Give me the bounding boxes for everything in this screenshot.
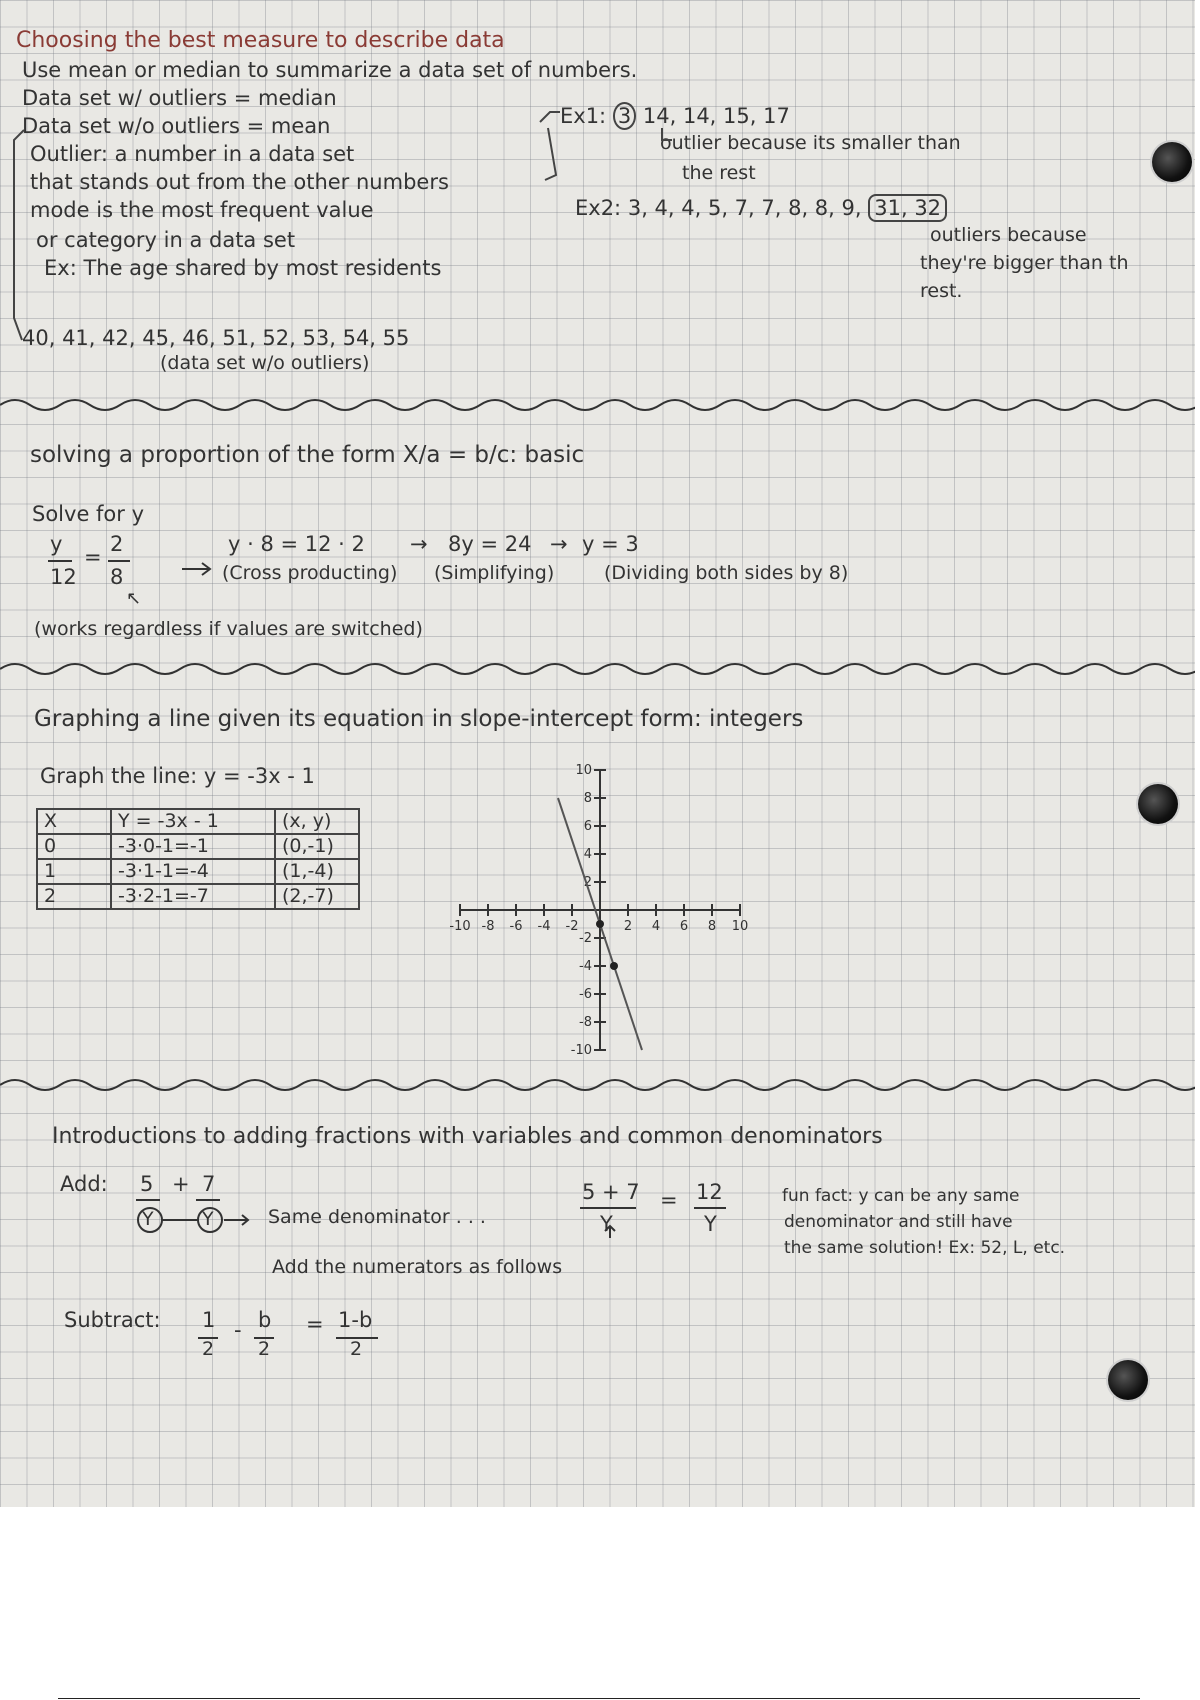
sub-denominator: 2 [258,1338,271,1360]
table-row [37,884,359,909]
y-tick-label: -2 [579,931,592,946]
step-1: y · 8 = 12 · 2 [228,532,365,556]
circled-outlier: 3 [613,102,636,130]
graph-prompt: Graph the line: y = -3x - 1 [40,764,315,788]
table-header: X [37,809,111,834]
table-header: Y = -3x - 1 [111,809,275,834]
step-2-note: (Simplifying) [434,562,555,584]
page-bottom-rule [58,1698,1140,1699]
fraction-bars [196,1334,396,1344]
same-denominator-note: Same denominator . . . [268,1206,486,1228]
equals-sign: = [306,1312,324,1336]
table-row [37,859,359,884]
example-2-note: they're bigger than th [920,252,1129,274]
boxed-outliers: 31, 32 [868,194,947,222]
y-tick-label: -10 [570,1043,592,1058]
minus-sign: - [234,1318,242,1342]
add-denominator: Y [142,1208,154,1230]
table-cell: (1,-4) [275,859,359,884]
note-line: Outlier: a number in a data set [30,142,355,166]
note-line: or category in a data set [36,228,296,252]
bracket-arrow [14,130,24,340]
table-cell: -3·0-1=-1 [111,834,275,859]
step-3: y = 3 [582,532,639,556]
table-cell: 0 [37,834,111,859]
x-tick-label: -2 [565,919,579,934]
y-tick-label: 10 [575,763,592,778]
fraction-bars [576,1204,736,1244]
coordinate-graph [420,740,780,1060]
table-cell: (0,-1) [275,834,359,859]
add-numerator: 7 [202,1172,216,1196]
note-line: Data set w/ outliers = median [22,86,337,110]
result-numerator: 12 [696,1180,723,1204]
arrow-icon [224,1215,248,1225]
step-1-note: (Cross producting) [222,562,398,584]
add-numerator: 5 [140,1172,154,1196]
example-list: 40, 41, 42, 45, 46, 51, 52, 53, 54, 55 [22,326,410,350]
binder-hole [1138,784,1178,824]
y-tick-label: 6 [583,819,592,834]
table-header-row [37,809,359,834]
binder-hole [1152,142,1192,182]
step-3-note: (Dividing both sides by 8) [604,562,849,584]
section1-arrows [0,0,1195,420]
section-title-graphing: Graphing a line given its equation in slope-intercept form: integers [34,706,804,732]
table-cell: 2 [37,884,111,909]
fraction-bars [130,1196,270,1246]
section-title-measures: Choosing the best measure to describe data [16,28,505,53]
sub-result-numerator: 1-b [338,1308,373,1332]
section-title-fractions: Introductions to adding fractions with variables and common denominators [52,1124,883,1149]
x-tick-label: -8 [481,919,495,934]
example-list-note: (data set w/o outliers) [160,352,370,374]
note-line: that stands out from the other numbers [30,170,449,194]
example-1-label: Ex1: [560,104,607,128]
table-cell: -3·2-1=-7 [111,884,275,909]
x-tick-label: -4 [537,919,551,934]
x-tick-label: 4 [651,919,661,934]
y-tick-label: -6 [579,987,592,1002]
sub-result-denominator: 2 [350,1338,363,1360]
brace [545,128,556,180]
y-tick-label: 2 [583,875,592,890]
data-point [610,962,618,970]
arrow-note [662,128,672,140]
subtract-label: Subtract: [64,1308,161,1332]
x-tick-label: -10 [449,919,471,934]
arrow-icon: → [550,532,568,556]
fun-fact-line: fun fact: y can be any same [782,1186,1020,1206]
fraction-right-num: 2 [110,532,124,556]
fraction-left-num: y [50,532,63,556]
fun-fact-line: the same solution! Ex: 52, L, etc. [784,1238,1066,1258]
note-line: Ex: The age shared by most residents [44,256,442,280]
y-tick-label: -4 [579,959,592,974]
note-line: mode is the most frequent value [30,198,374,222]
x-tick-label: 10 [731,919,749,934]
up-arrow-icon: ↖ [126,588,142,609]
fun-fact-line: denominator and still have [784,1212,1013,1232]
note-line: Use mean or median to summarize a data set of numbers. [22,58,638,82]
squiggle-separator [0,390,1195,420]
example-1-note: the rest [682,162,756,184]
sum-denominator: Y [600,1212,613,1236]
example-1-values: 14, 14, 15, 17 [642,104,790,128]
sub-numerator: 1 [202,1308,216,1332]
up-arrow-icon [605,1226,615,1238]
data-point [596,920,604,928]
solve-prompt: Solve for y [32,502,145,526]
x-tick-label: 2 [623,919,633,934]
proportion-footnote: (works regardless if values are switched) [34,618,423,640]
y-tick-label: 8 [583,791,592,806]
arrow-ex1 [540,112,560,122]
table-row [37,834,359,859]
fraction-right-den: 8 [110,565,124,589]
add-label: Add: [60,1172,108,1196]
sum-numerator: 5 + 7 [582,1180,640,1204]
example-2-note: rest. [920,280,963,302]
example-1-note: outlier because its smaller than [660,132,961,154]
table-cell: -3·1-1=-4 [111,859,275,884]
x-tick-label: -6 [509,919,523,934]
squiggle-separator [0,654,1195,684]
y-tick-label: 4 [583,847,592,862]
sub-denominator: 2 [202,1338,215,1360]
example-2-values: 3, 4, 4, 5, 7, 7, 8, 8, 9, [627,196,862,220]
table-header: (x, y) [275,809,359,834]
squiggle-separator [0,1070,1195,1100]
add-numerators-note: Add the numerators as follows [272,1256,563,1278]
result-denominator: Y [704,1212,717,1236]
arrow-icon [182,563,210,575]
equals-sign: = [84,545,102,569]
note-line: Data set w/o outliers = mean [22,114,331,138]
binder-hole [1108,1360,1148,1400]
table-cell: (2,-7) [275,884,359,909]
x-tick-label: 6 [679,919,689,934]
x-tick-label: 8 [707,919,717,934]
equals-sign: = [660,1188,678,1212]
example-2-label: Ex2: [575,196,622,220]
section-title-proportion: solving a proportion of the form X/a = b/c: basic [30,442,585,468]
plus-sign: + [172,1172,190,1196]
arrow-icon: → [410,532,428,556]
example-2-note: outliers because [930,224,1087,246]
y-tick-label: -8 [579,1015,592,1030]
fraction-left-den: 12 [50,565,77,589]
xy-table [36,808,360,910]
table-cell: 1 [37,859,111,884]
add-denominator: Y [202,1208,214,1230]
step-2: 8y = 24 [448,532,532,556]
sub-numerator: b [258,1308,272,1332]
